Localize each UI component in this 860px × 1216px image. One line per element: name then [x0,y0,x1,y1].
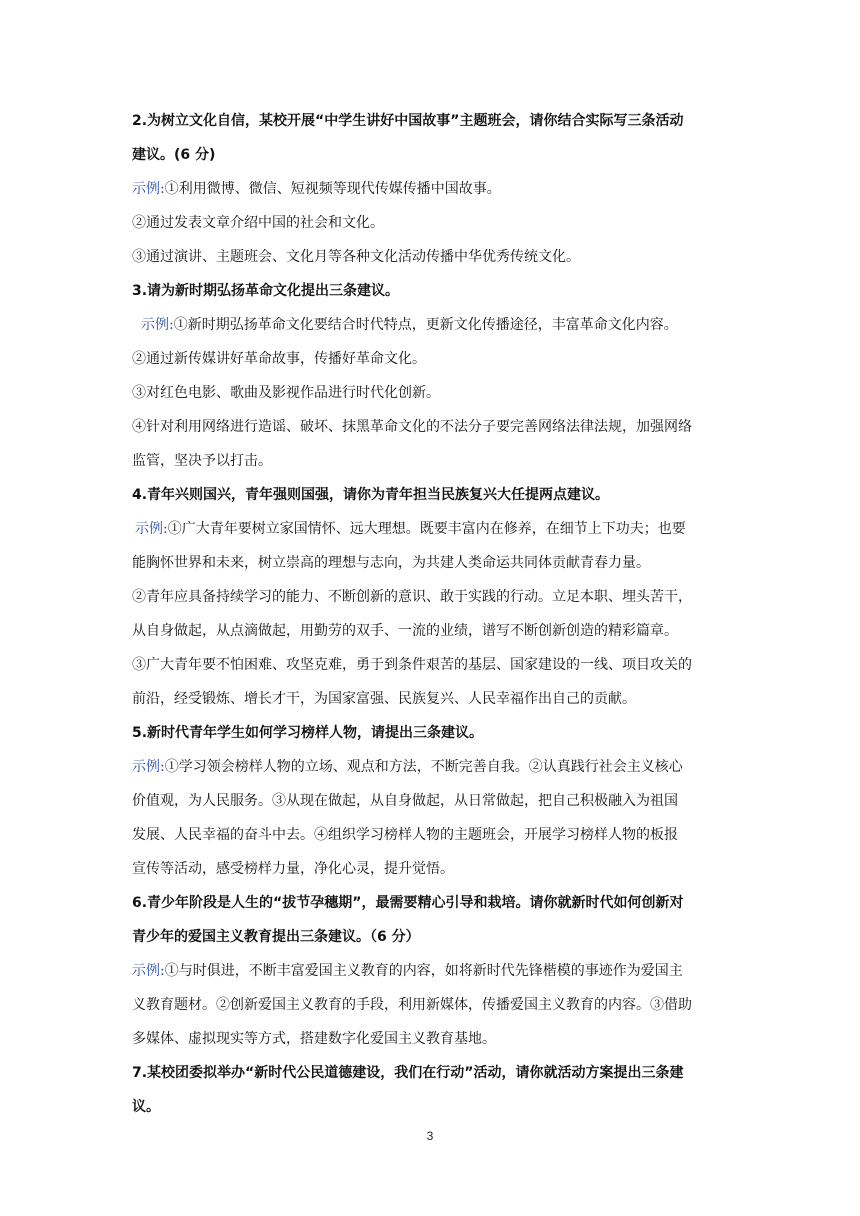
q4-answer-2-line-1: ②青年应具备持续学习的能力、不断创新的意识、敢于实践的行动。立足本职、埋头苦干， [132,589,692,605]
question-6-line-1: 6.青少年阶段是人生的“拔节孕穗期”，最需要精心引导和栽培。请你就新时代如何创新对 [132,895,684,911]
q4-answer-3-line-2: 前沿，经受锻炼、增长才干，为国家富强、民族复兴、人民幸福作出自己的贡献。 [132,691,636,707]
q3-answer-3: ③对红色电影、歌曲及影视作品进行时代化创新。 [132,385,440,401]
answer-text: ①广大青年要树立家国情怀、远大理想。既要丰富内在修养，在细节上下功夫；也要 [167,521,686,537]
answer-text: ①学习领会榜样人物的立场、观点和方法，不断完善自我。②认真践行社会主义核心 [164,759,683,775]
answer-text: ①与时俱进，不断丰富爱国主义教育的内容，如将新时代先锋楷模的事迹作为爱国主 [164,963,683,979]
q3-answer-1 [132,308,732,342]
question-4-line-1: 4.青年兴则国兴，青年强则国强，请你为青年担当民族复兴大任提两点建议。 [132,487,610,503]
example-label: 示例: [132,963,165,979]
q5-answer-line-4: 宣传等活动，感受榜样力量，净化心灵，提升觉悟。 [132,861,454,877]
page-content [132,104,732,1124]
example-label: 示例: [132,181,165,197]
example-label: 示例: [135,521,168,537]
q4-answer-1-line-2: 能胸怀世界和未来，树立崇高的理想与志向，为共建人类命运共同体贡献青春力量。 [132,555,650,571]
page-number: 3 [426,1129,434,1143]
question-7-line-1: 7.某校团委拟举办“新时代公民道德建设，我们在行动”活动，请你就活动方案提出三条建 [132,1065,684,1081]
question-5-line-1: 5.新时代青年学生如何学习榜样人物，请提出三条建议。 [132,725,484,741]
question-2-line-2: 建议。(6 分) [132,147,216,163]
q2-answer-1 [132,172,732,206]
answer-text: ①新时期弘扬革命文化要结合时代特点，更新文化传播途径，丰富革命文化内容。 [173,317,678,333]
q6-answer-line-3: 多媒体、虚拟现实等方式，搭建数字化爱国主义教育基地。 [132,1031,496,1047]
q2-answer-3: ③通过演讲、主题班会、文化月等各种文化活动传播中华优秀传统文化。 [132,249,580,265]
q3-answer-2: ②通过新传媒讲好革命故事，传播好革命文化。 [132,351,426,367]
question-6-line-2: 青少年的爱国主义教育提出三条建议。（6 分） [132,929,420,945]
q5-answer-line-2: 价值观，为人民服务。③从现在做起，从自身做起，从日常做起，把自己积极融入为祖国 [132,793,678,809]
q2-answer-2: ②通过发表文章介绍中国的社会和文化。 [132,215,384,231]
example-label: 示例: [141,317,174,333]
q5-answer-line-3: 发展、人民幸福的奋斗中去。④组织学习榜样人物的主题班会，开展学习榜样人物的板报 [132,827,678,843]
q4-answer-1-line-1 [132,512,732,546]
q5-answer-line-1 [132,750,732,784]
example-label: 示例: [132,759,165,775]
question-3-line-1: 3.请为新时期弘扬革命文化提出三条建议。 [132,283,400,299]
q3-answer-4-line-1: ④针对利用网络进行造谣、破坏、抹黑革命文化的不法分子要完善网络法律法规，加强网络 [132,419,692,435]
answer-text: ①利用微博、微信、短视频等现代传媒传播中国故事。 [164,181,501,197]
q6-answer-line-2: 义教育题材。②创新爱国主义教育的手段，利用新媒体，传播爱国主义教育的内容。③借助 [132,997,692,1013]
q3-answer-4-line-2: 监管，坚决予以打击。 [132,453,272,469]
question-7-line-2: 议。 [132,1099,160,1115]
q4-answer-2-line-2: 从自身做起，从点滴做起，用勤劳的双手、一流的业绩，谱写不断创新创造的精彩篇章。 [132,623,678,639]
q4-answer-3-line-1: ③广大青年要不怕困难、攻坚克难，勇于到条件艰苦的基层、国家建设的一线、项目攻关的 [132,657,692,673]
question-2-line-1: 2.为树立文化自信，某校开展“中学生讲好中国故事”主题班会，请你结合实际写三条活动 [132,113,684,129]
q6-answer-line-1 [132,954,732,988]
